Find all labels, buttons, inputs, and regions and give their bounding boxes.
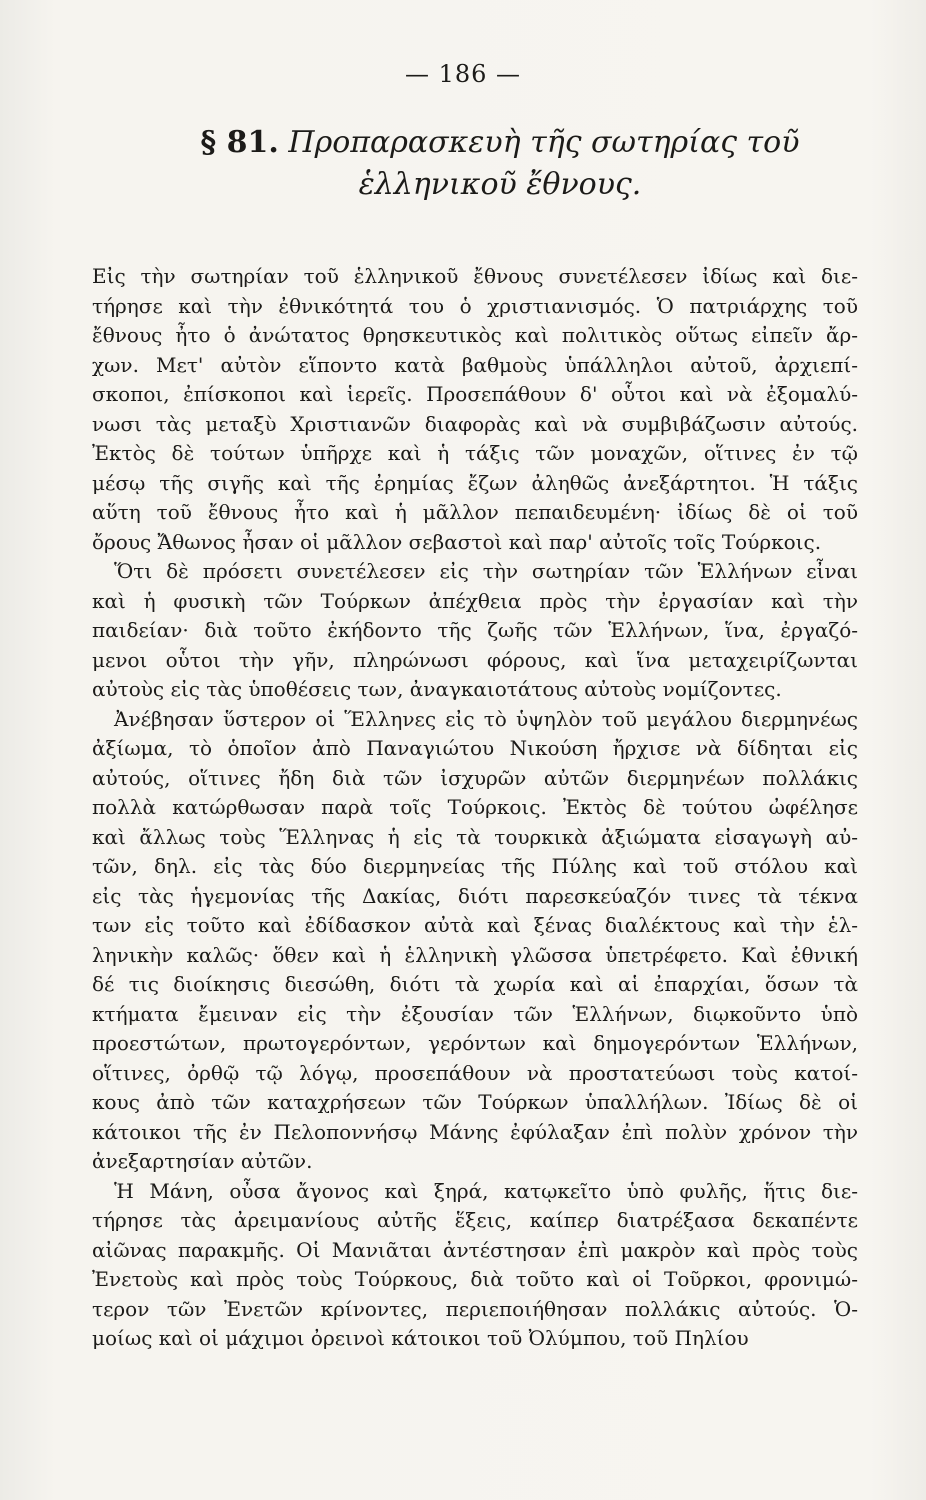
text-line: εἰς τὰς ἡγεμονίας τῆς Δακίας, διότι παρεσκεύαζόν τινες τὰ τέκνα [92,883,858,908]
paragraph [92,705,858,1177]
text-line: Ἐκτὸς δὲ τούτων ὑπῆρχε καὶ ἡ τάξις τῶν μοναχῶν, οἵτινες ἐν τῷ [92,441,858,465]
text-line: νωσι τὰς μεταξὺ Χριστιανῶν διαφορὰς καὶ νὰ συμβιβάζωσιν αὐτούς. [92,411,858,436]
section-title-line-2: ἑλληνικοῦ ἔθνους. [358,167,642,202]
text-line: κτήματα ἔμειναν εἰς τὴν ἐξουσίαν τῶν Ἑλλήνων, διῳκοῦντο ὑπὸ [92,1001,858,1026]
text-line: μοίως καὶ οἱ μάχιμοι ὀρεινοὶ κάτοικοι τοῦ Ὀλύμπου, τοῦ Πηλίου [92,1326,749,1350]
text-line: ἔθνους ἦτο ὁ ἀνώτατος θρησκευτικὸς καὶ πολιτικὸς οὕτως εἰπεῖν ἄρ- [92,323,858,347]
text-line: σκοποι, ἐπίσκοποι καὶ ἱερεῖς. Προσεπάθουν δ' οὗτοι καὶ νὰ ἐξομαλύ- [92,382,858,406]
text-line: ἀνεξαρτησίαν αὐτῶν. [92,1149,313,1173]
text-line: ἀξίωμα, τὸ ὁποῖον ἀπὸ Παναγιώτου Νικούση ἤρχισε νὰ δίδηται εἰς [92,736,858,760]
text-line: κους ἀπὸ τῶν καταχρήσεων τῶν Τούρκων ὑπαλλήλων. Ἰδίως δὲ οἱ [92,1090,858,1114]
text-line: τῶν, δηλ. εἰς τὰς δύο διερμηνείας τῆς Πύλης καὶ τοῦ στόλου καὶ [92,854,858,878]
text-line: αὐτούς, οἵτινες ἤδη διὰ τῶν ἰσχυρῶν αὐτῶν διερμηνέων πολλάκις [92,765,858,790]
text-line: Ἐνετοὺς καὶ πρὸς τοὺς Τούρκους, διὰ τοῦτο καὶ οἱ Τοῦρκοι, φρονιμώ- [92,1267,858,1291]
text-line: Ἡ Μάνη, οὖσα ἄγονος καὶ ξηρά, κατῳκεῖτο ὑπὸ φυλῆς, ἥτις διε- [114,1178,858,1203]
text-line: κάτοικοι τῆς ἐν Πελοποννήσῳ Μάνης ἐφύλαξαν ἐπὶ πολὺν χρόνον τὴν [92,1119,858,1144]
text-line: των εἰς τοῦτο καὶ ἐδίδασκον αὐτὰ καὶ ξένας διαλέκτους καὶ τὴν ἑλ- [92,913,858,937]
paragraph [92,262,858,557]
text-line: προεστώτων, πρωτογερόντων, γερόντων καὶ δημογερόντων Ἑλλήνων, [92,1031,858,1055]
body-text [92,262,858,1354]
text-line: αἰῶνας παρακμῆς. Οἱ Μανιᾶται ἀντέστησαν ἐπὶ μακρὸν καὶ πρὸς τοὺς [92,1237,858,1262]
text-line: τήρησε καὶ τὴν ἐθνικότητά του ὁ χριστιανισμός. Ὁ πατριάρχης τοῦ [92,293,858,318]
paragraph [92,1177,858,1354]
text-line: ληνικὴν καλῶς· ὅθεν καὶ ἡ ἑλληνικὴ γλῶσσα ὑπετρέφετο. Καὶ ἐθνική [92,942,858,967]
section-heading [130,122,870,206]
text-line: καὶ ἡ φυσικὴ τῶν Τούρκων ἀπέχθεια πρὸς τὴν ἐργασίαν καὶ τὴν [92,588,858,613]
section-heading-line-1 [130,122,870,164]
section-title-line-1: Προπαρασκευὴ τῆς σωτηρίας τοῦ [288,125,800,160]
text-line: αὕτη τοῦ ἔθνους ἦτο καὶ ἡ μᾶλλον πεπαιδευμένη· ἰδίως δὲ οἱ τοῦ [92,500,858,524]
text-line: οἵτινες, ὀρθῷ τῷ λόγῳ, προσεπάθουν νὰ προστατεύωσι τοὺς κατοί- [92,1060,858,1085]
text-line: ὄρους Ἄθωνος ἦσαν οἱ μᾶλλον σεβαστοὶ καὶ παρ' αὐτοῖς τοῖς Τούρκοις. [92,529,822,554]
text-line: δέ τις διοίκησις διεσώθη, διότι τὰ χωρία καὶ αἱ ἐπαρχίαι, ὅσων τὰ [92,972,858,996]
paragraph [92,557,858,705]
page-number: — 186 — [404,60,522,88]
text-line: Ὅτι δὲ πρόσετι συνετέλεσεν εἰς τὴν σωτηρίαν τῶν Ἑλλήνων εἶναι [114,559,858,583]
text-line: τήρησε τὰς ἀρειμανίους αὐτῆς ἕξεις, καίπερ διατρέξασα δεκαπέντε [92,1208,858,1232]
text-line: αὐτοὺς εἰς τὰς ὑποθέσεις των, ἀναγκαιοτάτους αὐτοὺς νομίζοντες. [92,677,782,701]
section-number: § 81. [200,125,279,160]
text-line: μενοι οὗτοι τὴν γῆν, πληρώνωσι φόρους, καὶ ἵνα μεταχειρίζωνται [92,647,858,672]
text-line: χων. Μετ' αὐτὸν εἵποντο κατὰ βαθμοὺς ὑπάλληλοι αὐτοῦ, ἀρχιεπί- [92,352,858,377]
text-line: Ἀνέβησαν ὕστερον οἱ Ἕλληνες εἰς τὸ ὑψηλὸν τοῦ μεγάλου διερμηνέως [114,706,858,731]
text-line: τερον τῶν Ἐνετῶν κρίνοντες, περιεποιήθησαν πολλάκις αὐτούς. Ὁ- [92,1296,858,1321]
text-line: καὶ ἄλλως τοὺς Ἕλληνας ἡ εἰς τὰ τουρκικὰ ἀξιώματα εἰσαγωγὴ αὐ- [92,824,858,849]
text-line: μέσῳ τῆς σιγῆς καὶ τῆς ἐρημίας ἔζων ἀληθῶς ἀνεξάρτητοι. Ἡ τάξις [92,470,858,495]
text-line: Εἰς τὴν σωτηρίαν τοῦ ἑλληνικοῦ ἔθνους συνετέλεσεν ἰδίως καὶ διε- [92,264,858,288]
text-line: πολλὰ κατώρθωσαν παρὰ τοῖς Τούρκοις. Ἐκτὸς δὲ τούτου ὠφέλησε [92,795,858,819]
text-line: παιδείαν· διὰ τοῦτο ἐκήδοντο τῆς ζωῆς τῶν Ἑλλήνων, ἵνα, ἐργαζό- [92,618,858,642]
